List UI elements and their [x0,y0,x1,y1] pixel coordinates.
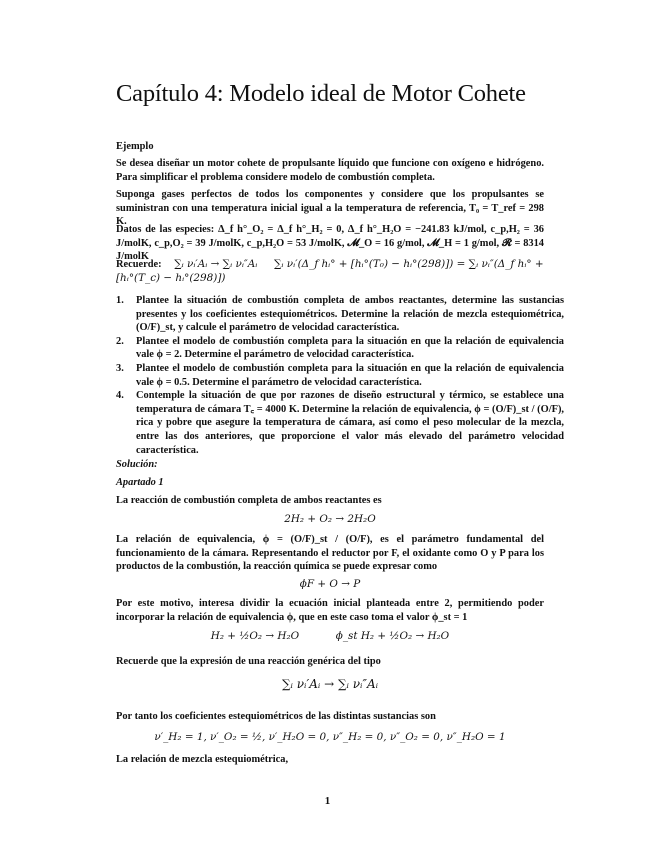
task-item-2 [116,335,564,362]
page-number: 1 [324,795,331,807]
chapter-title: Capítulo 4: Modelo ideal de Motor Cohete [116,80,526,107]
recall-equation-1: ∑ᵢ νᵢ′Aᵢ → ∑ᵢ νᵢ″Aᵢ [174,258,258,270]
task-number: 4. [116,390,124,402]
task-number: 2. [116,335,124,347]
task-text: Plantee la situación de combustión completa de ambos reactantes, determine las sustancias presentes y los coeficientes estequiométricos. Determine la relación de mezcla estequiométrica, (O/F)_st, y calcule el parámetro de velocidad característica. [136,295,564,334]
task-item-3 [116,362,564,389]
solution-text-4: Recuerde que la expresión de una reacción genérica del tipo [116,656,381,667]
equation-coefficients: ν′_H₂ = 1, ν′_O₂ = ½, ν′_H₂O = 0, ν″_H₂ = 0, ν″_O₂ = 0, ν″_H₂O = 1 [154,731,506,743]
intro-paragraph-2: Suponga gases perfectos de todos los componentes y considere que los propulsantes se suministran con una temperatura inicial igual a la temperatura de referencia, T₀ = T_ref = 298 K. [116,189,544,228]
section-label: Ejemplo [116,141,154,152]
task-item-4 [116,389,564,457]
solution-text-3: Por este motivo, interesa dividir la ecuación inicial planteada entre 2, permitiendo poder incorporar la relación de equivalencia ϕ, que en este caso toma el valor ϕ_st = 1 [116,598,544,623]
intro-paragraph-1: Se desea diseñar un motor cohete de propulsante líquido que funcione con oxígeno e hidrógeno. Para simplificar el problema considere modelo de combustión completa. [116,158,544,183]
solution-text-6: La relación de mezcla estequiométrica, [116,754,289,765]
equation-generic-reaction: ∑ᵢ νᵢ′Aᵢ → ∑ᵢ νᵢ″Aᵢ [281,677,379,691]
task-number: 1. [116,295,124,306]
species-data-text: Δ_f h°_O₂ = Δ_f h°_H₂ = 0, Δ_f h°_H₂O = −241.83 kJ/mol, c_p,H₂ = 36 J/molK, c_p,O₂ = 39 J/molK, c_p,H₂O = 53 J/molK, 𝓜_O = 16 g/mol, 𝓜_H = 1 g/mol, 𝓡 = 8314 J/molK [116,224,544,263]
solution-text-2: La relación de equivalencia, ϕ = (O/F)_st / (O/F), es el parámetro fundamental del funcionamiento de la cámara. Representando el reductor por F, el oxidante como O y P para los productos de la combustión, la reacción química se puede expresar como [116,534,544,573]
solution-label: Solución: [116,459,158,470]
equation-combustion: 2H₂ + O₂ → 2H₂O [284,513,376,525]
task-text: Contemple la situación de que por razones de diseño estructural y térmico, se establece una temperatura de cámara T꜀ = 4000 K. Determine la relación de equivalencia, ϕ = (O/F)_st / (O/F), rica y pobre que asegure la temperatura de cámara, así como el peso molecular de la mezcla, entre las dos anteriores, que proporcione el valor más elevado del parámetro velocidad característica. [136,390,564,456]
species-data-label: Datos de las especies: [116,224,215,235]
solution-text-1: La reacción de combustión completa de ambos reactantes es [116,495,382,506]
equation-row-3 [116,630,544,644]
task-text: Plantee el modelo de combustión completa para la situación en que la relación de equivalencia vale ϕ = 2. Determine el parámetro de velocidad característica. [136,335,564,361]
recall-block [116,258,544,285]
equation-3b: ϕ_st H₂ + ½O₂ → H₂O [335,630,450,642]
solution-text-5: Por tanto los coeficientes estequiométricos de las distintas sustancias son [116,711,436,722]
apartado-label: Apartado 1 [116,477,164,488]
recall-equation-2: ∑ᵢ νᵢ′(Δ_f hᵢ° + [hᵢ°(T₀) − hᵢ°(298)]) = ∑ᵢ νᵢ″(Δ_f hᵢ° + [hᵢ°(T_c) − hᵢ°(298)]) [116,258,544,284]
equation-equivalence: ϕF + O → P [299,578,361,590]
equation-3a: H₂ + ½O₂ → H₂O [210,630,300,642]
recall-label: Recuerde: [116,259,162,270]
task-number: 3. [116,362,124,374]
task-list [116,294,564,457]
task-text: Plantee el modelo de combustión completa para la situación en que la relación de equivalencia vale ϕ = 0.5. Determine el parámetro de velocidad característica. [136,362,564,388]
task-item-1 [116,294,564,335]
